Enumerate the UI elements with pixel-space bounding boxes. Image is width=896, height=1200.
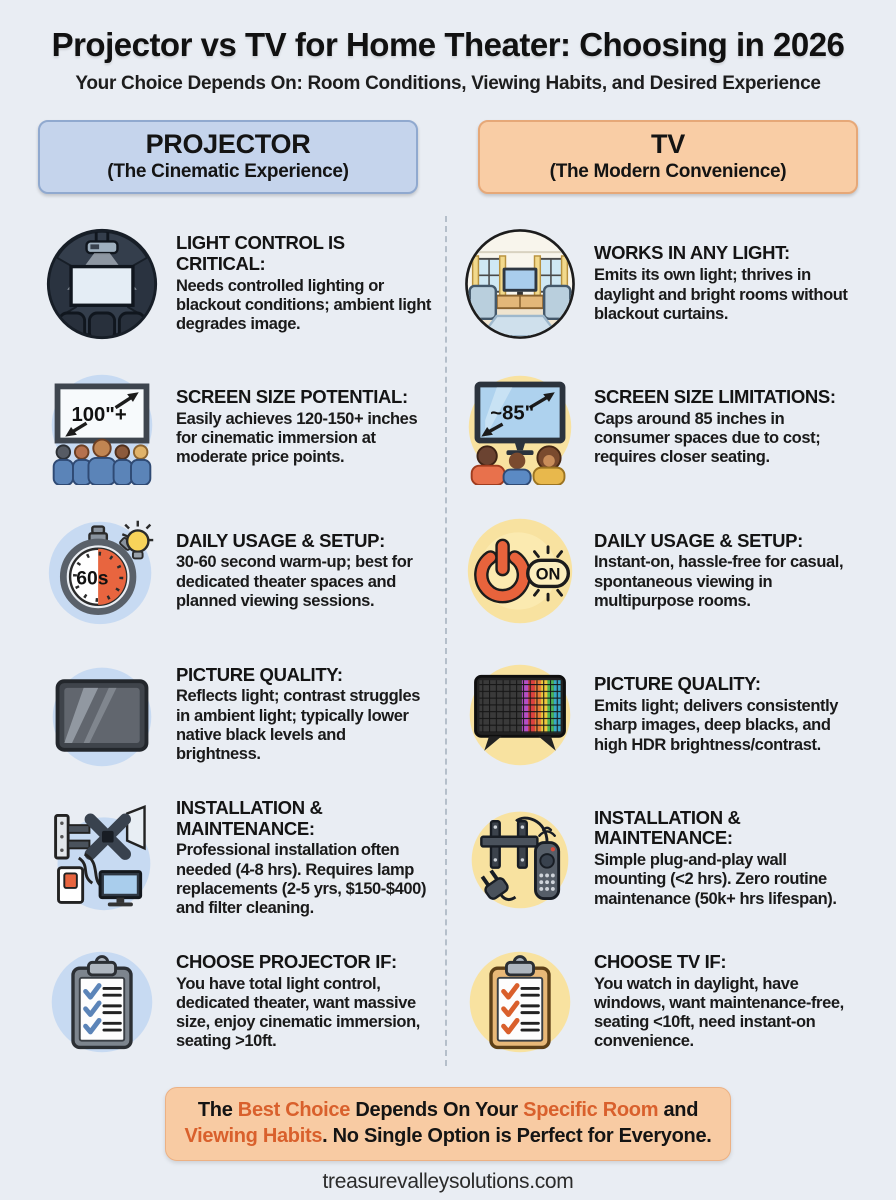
projection-screen-icon bbox=[44, 369, 160, 485]
column-headers bbox=[0, 120, 896, 194]
point-heading: INSTALLATION & MAINTENANCE: bbox=[594, 806, 741, 849]
reflective-screen-icon bbox=[44, 657, 160, 773]
point-body: Instant-on, hassle-free for casual, spontaneous viewing in multipurpose rooms. bbox=[594, 553, 844, 610]
point-body: You watch in daylight, have windows, want maintenance-free, seating <10ft, need instant-on convenience. bbox=[594, 974, 844, 1051]
point-heading: CHOOSE TV IF: bbox=[594, 950, 727, 972]
tv-size-label: ~85" bbox=[490, 402, 535, 425]
point-body: You have total light control, dedicated theater, want massive size, enjoy cinematic immersion, seating >10ft. bbox=[176, 974, 420, 1051]
tv-column bbox=[452, 212, 854, 1074]
point-heading: SCREEN SIZE LIMITATIONS: bbox=[594, 386, 836, 408]
screen-size-label: 100"+ bbox=[71, 404, 127, 427]
bright-living-room-icon bbox=[462, 226, 578, 342]
tv-point-screen-size bbox=[452, 356, 854, 500]
power-on-icon bbox=[462, 513, 578, 629]
tv-point-installation bbox=[452, 786, 854, 930]
point-heading: CHOOSE PROJECTOR IF: bbox=[176, 950, 397, 972]
home-theater-icon bbox=[44, 226, 160, 342]
warmup-time-label: 60s bbox=[76, 568, 109, 590]
on-label: ON bbox=[535, 565, 561, 584]
point-body: Emits its own light; thrives in daylight and bright rooms without blackout curtains. bbox=[594, 266, 848, 323]
projector-point-daily-usage bbox=[34, 499, 436, 643]
point-body: Reflects light; contrast struggles in ambient light; typically lower native black levels and brightness. bbox=[176, 687, 421, 764]
comparison-grid bbox=[0, 212, 896, 1074]
point-body: Easily achieves 120-150+ inches for cinematic immersion at moderate price points. bbox=[176, 409, 418, 467]
projector-column bbox=[34, 212, 436, 1074]
point-body: Caps around 85 inches in consumer spaces due to cost; requires closer seating. bbox=[594, 409, 821, 467]
point-heading: DAILY USAGE & SETUP: bbox=[176, 529, 385, 551]
page-subtitle: Your Choice Depends On: Room Conditions, Viewing Habits, and Desired Experience bbox=[75, 73, 821, 94]
point-heading: SCREEN SIZE POTENTIAL: bbox=[176, 386, 408, 408]
tv-column-tagline: (The Modern Convenience) bbox=[549, 161, 787, 182]
projector-point-choose-if bbox=[34, 930, 436, 1074]
page-title: Projector vs TV for Home Theater: Choosing in 2026 bbox=[51, 26, 845, 63]
pixel-grid-tv-icon bbox=[462, 657, 578, 773]
point-body: Professional installation often needed (4-8 hrs). Requires lamp replacements (2-5 yrs, $150-$400) and filter cleaning. bbox=[176, 841, 427, 918]
point-heading: DAILY USAGE & SETUP: bbox=[594, 529, 803, 551]
footer-website: treasurevalleysolutions.com bbox=[322, 1170, 574, 1193]
point-body: Simple plug-and-play wall mounting (<2 hrs). Zero routine maintenance (50k+ hrs lifespan). bbox=[594, 850, 837, 908]
wall-mount-install-icon bbox=[44, 800, 160, 916]
projector-column-header bbox=[38, 120, 418, 194]
point-heading: PICTURE QUALITY: bbox=[594, 673, 761, 695]
projector-point-picture-quality bbox=[34, 643, 436, 787]
point-body: 30-60 second warm-up; best for dedicated theater spaces and planned viewing sessions. bbox=[176, 553, 413, 610]
projector-point-light-control bbox=[34, 212, 436, 356]
tv-column-header bbox=[478, 120, 858, 194]
point-body: Needs controlled lighting or blackout conditions; ambient light degrades image. bbox=[176, 276, 431, 334]
closing-banner bbox=[165, 1087, 731, 1161]
tv-point-choose-if bbox=[452, 930, 854, 1074]
point-heading: INSTALLATION & MAINTENANCE: bbox=[176, 796, 323, 839]
tv-screen-icon bbox=[462, 369, 578, 485]
tv-point-picture-quality bbox=[452, 643, 854, 787]
projector-point-screen-size bbox=[34, 356, 436, 500]
tv-column-name: TV bbox=[651, 129, 685, 159]
point-body: Emits light; delivers consistently sharp images, deep blacks, and high HDR brightness/contrast. bbox=[594, 696, 839, 754]
column-divider bbox=[445, 216, 447, 1066]
banner-text: The Best Choice Depends On Your Specific Room and Viewing Habits. No Single Option is Perfect for Everyone. bbox=[184, 1099, 712, 1147]
projector-column-name: PROJECTOR bbox=[145, 129, 311, 159]
stopwatch-icon bbox=[44, 513, 160, 629]
projector-point-installation bbox=[34, 786, 436, 930]
checklist-orange-icon bbox=[462, 944, 578, 1060]
point-heading: LIGHT CONTROL IS CRITICAL: bbox=[176, 232, 345, 274]
tv-point-daily-usage bbox=[452, 499, 854, 643]
plug-and-play-icon bbox=[462, 800, 578, 916]
tv-point-works-any-light bbox=[452, 212, 854, 356]
projector-column-tagline: (The Cinematic Experience) bbox=[107, 161, 349, 182]
checklist-blue-icon bbox=[44, 944, 160, 1060]
point-heading: PICTURE QUALITY: bbox=[176, 663, 343, 685]
point-heading: WORKS IN ANY LIGHT: bbox=[594, 242, 790, 264]
